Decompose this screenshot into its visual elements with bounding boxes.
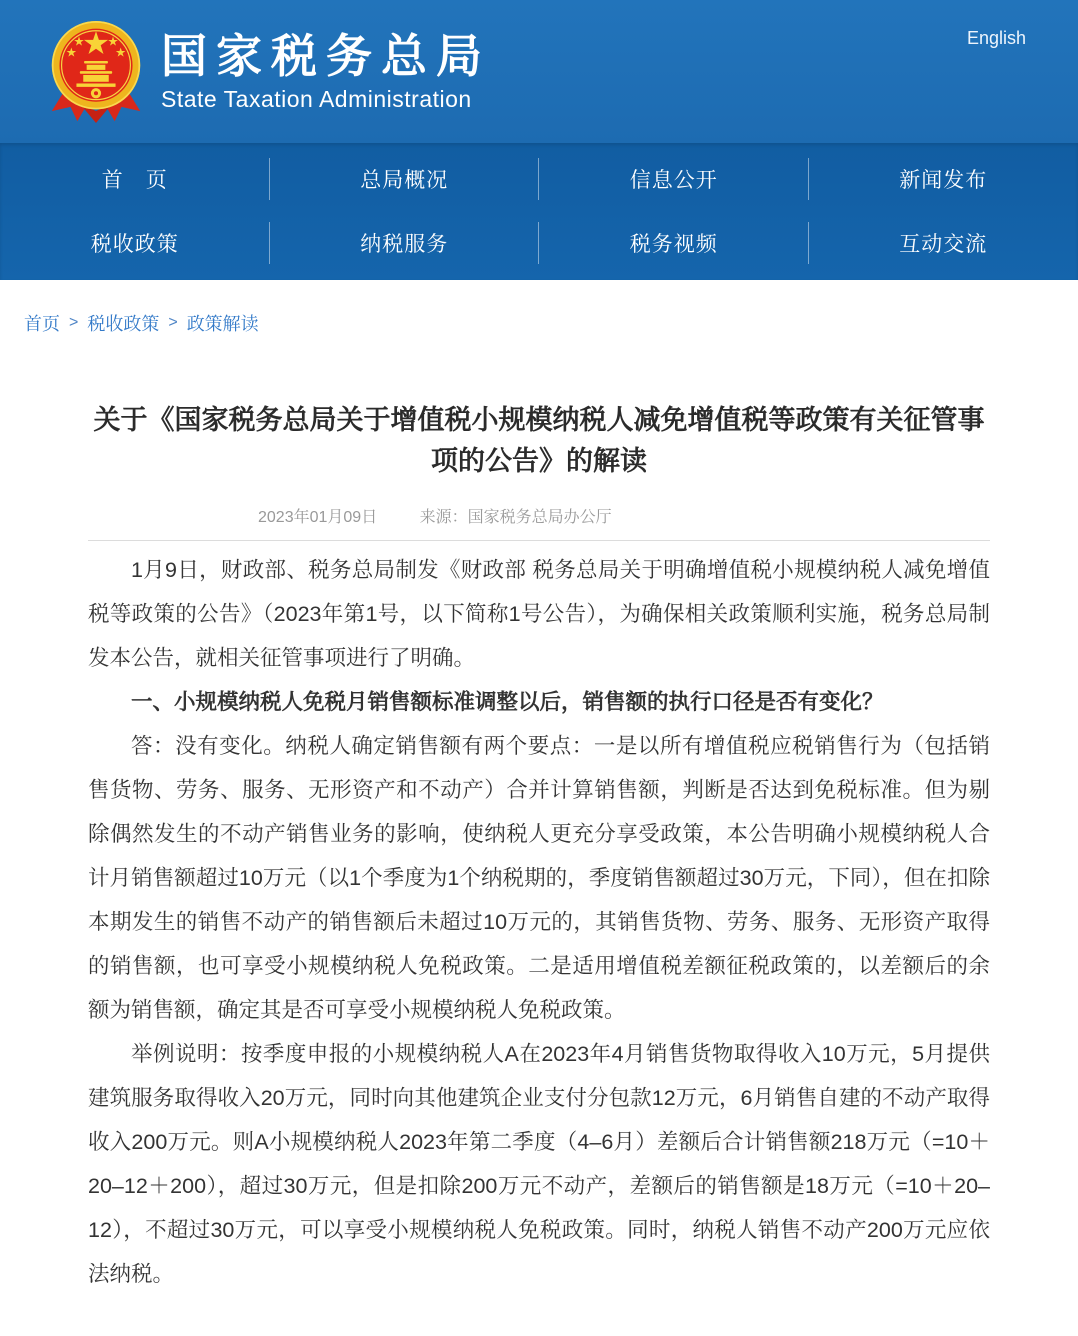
paragraph-answer: 答：没有变化。纳税人确定销售额有两个要点：一是以所有增值税应税销售行为（包括销售货物、劳务、服务、无形资产和不动产）合并计算销售额，判断是否达到免税标准。但为剔除偶然发生的不动产销售业务的影响，使纳税人更充分享受政策，本公告明确小规模纳税人合计月销售额超过10万元（以1个季度为1个纳税期的，季度销售额超过30万元，下同），但在扣除本期发生的销售不动产的销售额后未超过10万元的，其销售货物、劳务、服务、无形资产取得的销售额，也可享受小规模纳税人免税政策。二是适用增值税差额征税政策的，以差额后的余额为销售额，确定其是否可享受小规模纳税人免税政策。 — [88, 734, 990, 1022]
nav-item-tax-video[interactable]: 税务视频 — [539, 211, 809, 275]
nav-item-interaction[interactable]: 互动交流 — [899, 233, 988, 256]
nav-item-overview[interactable]: 总局概况 — [270, 147, 540, 211]
paragraph-example: 举例说明：按季度申报的小规模纳税人A在2023年4月销售货物取得收入10万元，5月提供建筑服务取得收入20万元，同时向其他建筑企业支付分包款12万元，6月销售自建的不动产取得收入200万元。则A小规模纳税人2023年第二季度（4–6月）差额后合计销售额218万元（=10＋20–12＋200），超过30万元，但是扣除200万元不动产，差额后的销售额是18万元（=10＋20–12），不超过30万元，可以享受小规模纳税人免税政策。同时，纳税人销售不动产200万元应依法纳税。 — [88, 1042, 990, 1286]
site-subtitle: State Taxation Administration — [161, 86, 472, 113]
breadcrumb-policy-interpretation[interactable]: 政策解读 — [186, 314, 259, 334]
nav-item-tax-service[interactable]: 纳税服务 — [270, 211, 540, 275]
article-meta — [88, 504, 990, 527]
nav-item-info-disclosure[interactable]: 信息公开 — [539, 147, 809, 211]
nav-row-2 — [0, 211, 1078, 275]
question-heading: 一、小规模纳税人免税月销售额标准调整以后，销售额的执行口径是否有变化？ — [131, 690, 884, 714]
national-emblem-icon — [45, 17, 147, 127]
article-source: 来源：国家税务总局办公厅 — [419, 509, 612, 526]
main-nav — [0, 143, 1078, 280]
nav-item-home[interactable]: 首 页 — [0, 147, 270, 211]
breadcrumb — [24, 310, 1078, 336]
brand-logo[interactable] — [45, 17, 491, 127]
site-title: 国家税务总局 — [161, 29, 491, 82]
nav-row-1 — [0, 147, 1078, 211]
article — [88, 400, 990, 1324]
breadcrumb-tax-policy[interactable]: 税收政策 — [87, 314, 160, 334]
nav-item-news[interactable]: 新闻发布 — [899, 169, 988, 192]
article-body — [88, 548, 990, 1324]
meta-divider — [88, 540, 990, 541]
breadcrumb-separator-icon: > — [69, 314, 79, 331]
breadcrumb-separator-icon: > — [168, 314, 178, 331]
paragraph-intro: 1月9日，财政部、税务总局制发《财政部 税务总局关于明确增值税小规模纳税人减免增值税等政策的公告》（2023年第1号，以下简称1号公告），为确保相关政策顺利实施，税务总局制发本公告，就相关征管事项进行了明确。 — [88, 558, 990, 670]
publish-date: 2023年01月09日 — [258, 509, 378, 526]
nav-item-tax-policy[interactable]: 税收政策 — [0, 211, 270, 275]
brand-text — [161, 30, 491, 114]
breadcrumb-home[interactable]: 首页 — [24, 314, 60, 334]
site-header — [0, 0, 1078, 143]
english-link[interactable]: English — [966, 28, 1026, 48]
article-title: 关于《国家税务总局关于增值税小规模纳税人减免增值税等政策有关征管事项的公告》的解读 — [93, 405, 985, 476]
